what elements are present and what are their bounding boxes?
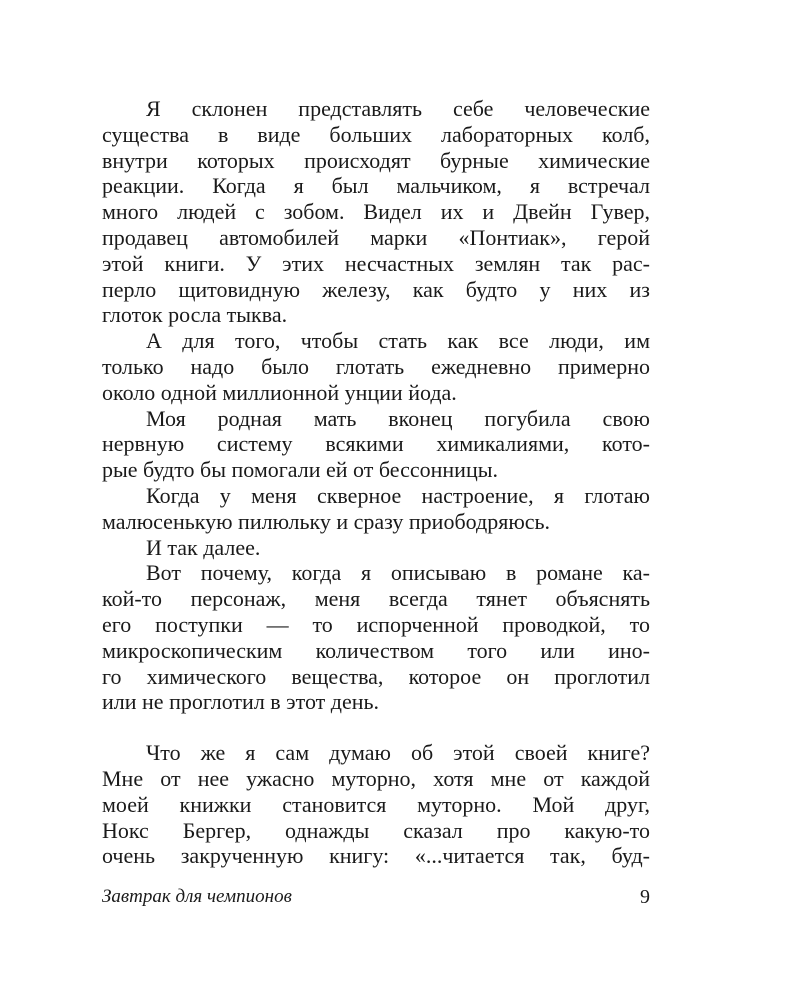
paragraph-6 bbox=[102, 560, 650, 715]
text-line: кой-то персонаж, меня всегда тянет объяснять bbox=[102, 586, 650, 612]
text-line: Мне от нее ужасно муторно, хотя мне от каждой bbox=[102, 765, 650, 791]
text-line: нервную систему всякими химикалиями, кото- bbox=[102, 431, 650, 457]
text-line: малюсенькую пилюльку и сразу приободряюсь. bbox=[102, 508, 551, 534]
text-line: А для того, чтобы стать как все люди, им bbox=[146, 328, 650, 354]
text-line: этой книги. У этих несчастных землян так рас- bbox=[102, 250, 650, 276]
paragraph-4 bbox=[102, 483, 650, 535]
text-line: внутри которых происходят бурные химические bbox=[102, 147, 650, 173]
paragraph-2 bbox=[102, 328, 650, 405]
running-title: Завтрак для чемпионов bbox=[102, 886, 292, 907]
text-line: Вот почему, когда я описываю в романе ка- bbox=[146, 560, 650, 586]
paragraph-1 bbox=[102, 96, 650, 328]
text-line: Моя родная мать вконец погубила свою bbox=[146, 405, 650, 431]
text-line: реакции. Когда я был мальчиком, я встречал bbox=[102, 173, 650, 199]
text-line: перло щитовидную железу, как будто у них из bbox=[102, 276, 650, 302]
text-line: микроскопическим количеством того или ино- bbox=[102, 637, 650, 663]
text-line: очень закрученную книгу: «...читается так, буд- bbox=[102, 843, 650, 869]
text-line: глоток росла тыква. bbox=[102, 302, 288, 328]
text-line: много людей с зобом. Видел их и Двейн Гувер, bbox=[102, 199, 650, 225]
text-line: продавец автомобилей марки «Понтиак», герой bbox=[102, 224, 650, 250]
page-body bbox=[102, 96, 650, 869]
text-line: существа в виде больших лабораторных колб, bbox=[102, 121, 650, 147]
text-line: Я склонен представлять себе человеческие bbox=[146, 96, 650, 121]
text-line: моей книжки становится муторно. Мой друг, bbox=[102, 791, 650, 817]
paragraph-5 bbox=[102, 535, 650, 561]
text-line: рые будто бы помогали ей от бессонницы. bbox=[102, 457, 498, 483]
text-line: или не проглотил в этот день. bbox=[102, 689, 380, 715]
text-line: го химического вещества, которое он проглотил bbox=[102, 663, 650, 689]
section-break bbox=[102, 715, 650, 740]
paragraph-3 bbox=[102, 406, 650, 483]
text-line: его поступки — то испорченной проводкой, то bbox=[102, 611, 650, 637]
text-line: Что же я сам думаю об этой своей книге? bbox=[146, 740, 650, 766]
text-line: Нокс Бергер, однажды сказал про какую-то bbox=[102, 817, 650, 843]
text-line: Когда у меня скверное настроение, я глотаю bbox=[146, 482, 650, 508]
page-number: 9 bbox=[640, 886, 650, 908]
paragraph-7 bbox=[102, 740, 650, 869]
text-line: только надо было глотать ежедневно примерно bbox=[102, 353, 650, 379]
text-line: И так далее. bbox=[146, 534, 261, 560]
text-line: около одной миллионной унции йода. bbox=[102, 379, 457, 405]
